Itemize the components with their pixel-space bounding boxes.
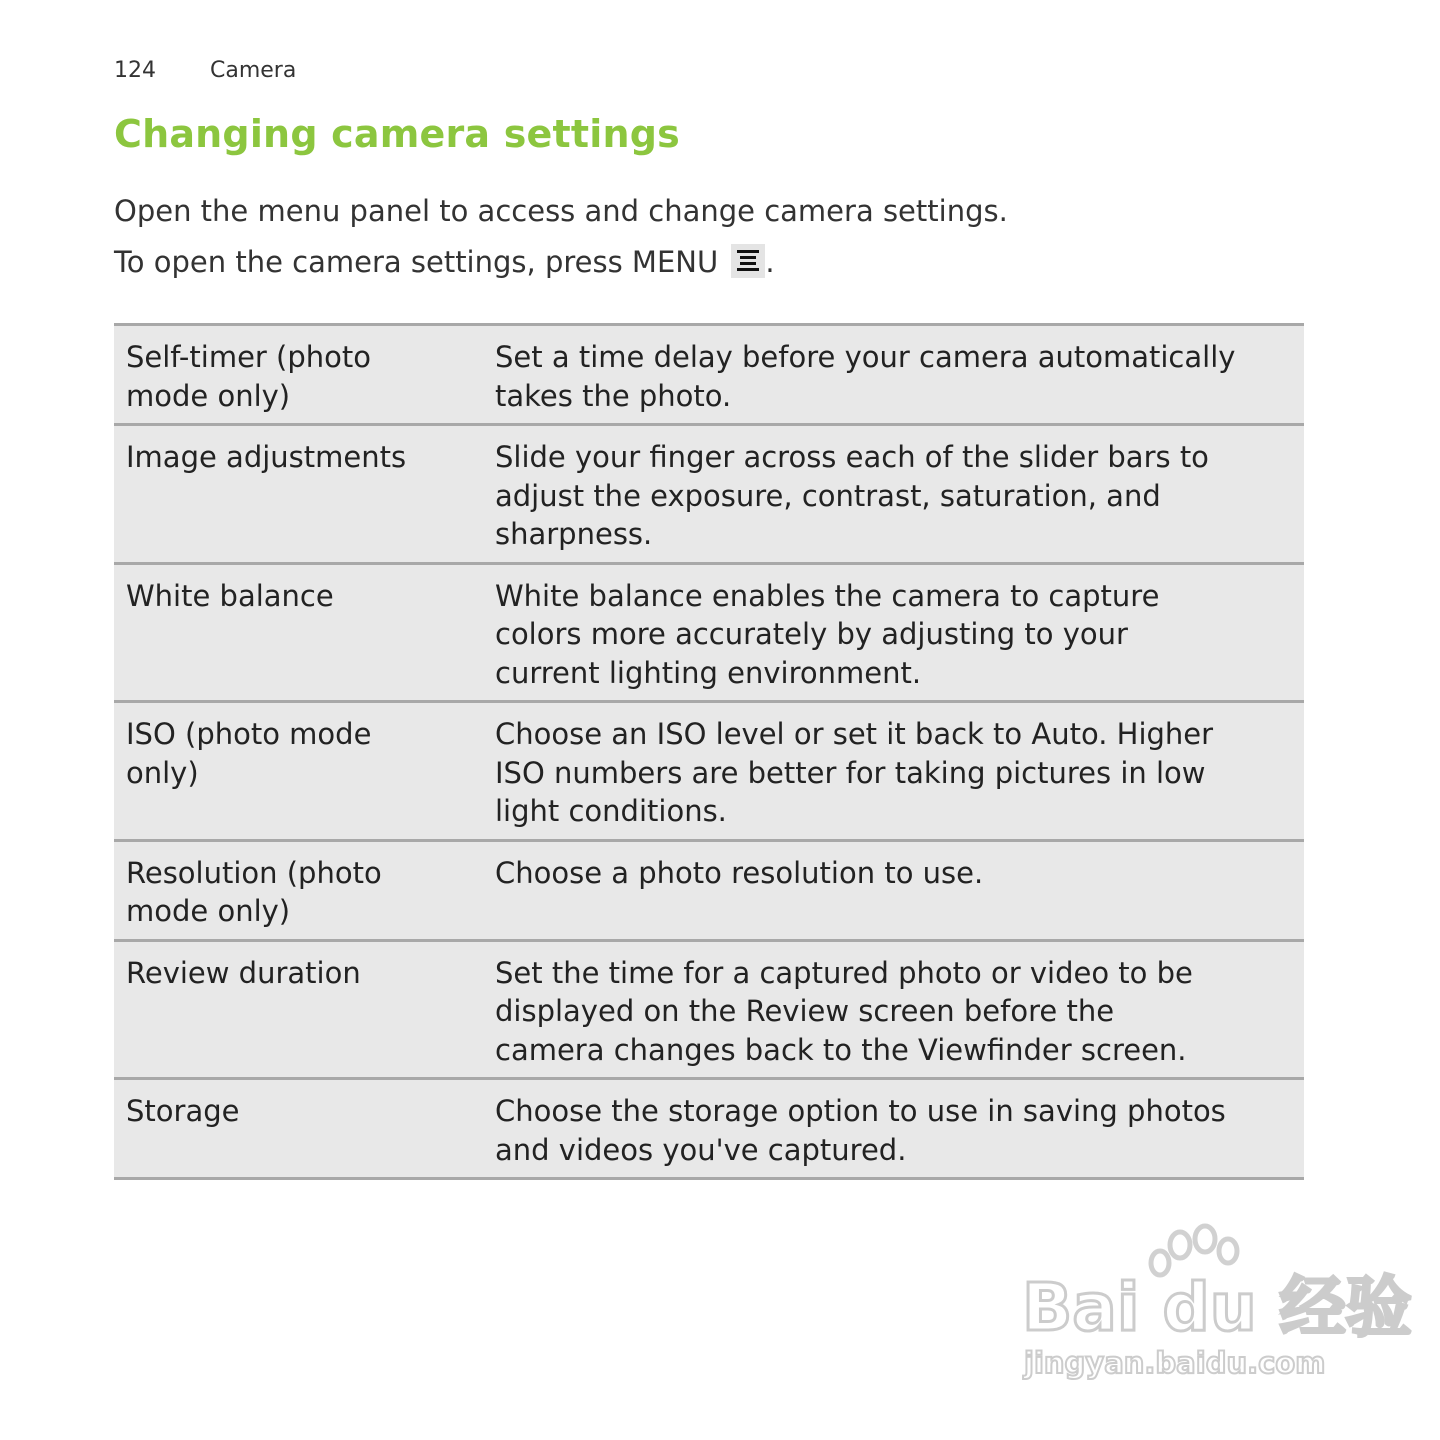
setting-name-line: mode only) xyxy=(126,378,291,413)
setting-description-line: and videos you've captured. xyxy=(495,1132,907,1167)
settings-row xyxy=(114,702,1304,841)
setting-name-line: mode only) xyxy=(126,894,291,928)
setting-description xyxy=(483,1079,1304,1179)
setting-description-line: sharpness. xyxy=(495,517,653,551)
setting-description xyxy=(483,840,1304,940)
setting-description xyxy=(483,702,1304,841)
settings-row xyxy=(114,1079,1304,1179)
setting-name-line: Review duration xyxy=(126,955,361,990)
baidu-watermark xyxy=(1020,1225,1412,1385)
setting-name xyxy=(114,1079,483,1179)
setting-description-line: light conditions. xyxy=(495,794,727,828)
intro-text: Open the menu panel to access and change camera settings. xyxy=(114,194,1008,228)
setting-description-line: adjust the exposure, contrast, saturation, and xyxy=(495,478,1161,513)
settings-row xyxy=(114,425,1304,564)
setting-description-line: Choose the storage option to use in saving photos xyxy=(495,1094,1226,1128)
setting-name-line: ISO (photo mode xyxy=(126,717,372,751)
setting-name-line: only) xyxy=(126,755,199,790)
setting-description xyxy=(483,325,1304,425)
setting-name xyxy=(114,563,483,702)
setting-description-line: Slide your finger across each of the slider bars to xyxy=(495,440,1209,474)
instruction-period: . xyxy=(765,245,775,279)
setting-name xyxy=(114,940,483,1079)
setting-name-line: Self-timer (photo xyxy=(126,340,372,374)
setting-name-line: Image adjustments xyxy=(126,440,407,474)
menu-icon xyxy=(731,244,765,278)
setting-description-line: Set the time for a captured photo or video to be xyxy=(495,955,1193,990)
page-number: 124 xyxy=(114,58,156,83)
setting-name xyxy=(114,425,483,564)
setting-description-line: camera changes back to the Viewfinder screen. xyxy=(495,1032,1187,1067)
setting-description-line: Set a time delay before your camera automatically xyxy=(495,340,1236,374)
setting-name-line: White balance xyxy=(126,578,334,613)
setting-description xyxy=(483,940,1304,1079)
setting-description xyxy=(483,563,1304,702)
instruction-text: To open the camera settings, press MENU xyxy=(114,245,719,279)
setting-name xyxy=(114,702,483,841)
paw-icon xyxy=(1151,1226,1237,1275)
setting-name xyxy=(114,840,483,940)
chapter-name: Camera xyxy=(210,58,297,83)
setting-description-line: takes the photo. xyxy=(495,378,732,413)
setting-description xyxy=(483,425,1304,564)
settings-row xyxy=(114,325,1304,425)
setting-description-line: Choose a photo resolution to use. xyxy=(495,855,984,890)
setting-description-line: ISO numbers are better for taking pictures in low xyxy=(495,755,1206,790)
setting-name-line: Storage xyxy=(126,1094,240,1128)
page-header xyxy=(114,58,296,83)
watermark-logo: Bai du 经验 xyxy=(1022,1269,1412,1346)
watermark-url: jingyan.baidu.com xyxy=(1024,1346,1326,1380)
intro-instruction xyxy=(114,244,775,279)
settings-table xyxy=(114,323,1304,1180)
setting-description-line: Choose an ISO level or set it back to Auto. Higher xyxy=(495,717,1214,751)
setting-description-line: displayed on the Review screen before the xyxy=(495,994,1115,1028)
settings-row xyxy=(114,940,1304,1079)
setting-description-line: White balance enables the camera to capture xyxy=(495,578,1160,613)
setting-name xyxy=(114,325,483,425)
setting-name-line: Resolution (photo xyxy=(126,855,382,890)
setting-description-line: current lighting environment. xyxy=(495,655,922,690)
settings-row xyxy=(114,840,1304,940)
section-title: Changing camera settings xyxy=(114,112,680,156)
setting-description-line: colors more accurately by adjusting to your xyxy=(495,617,1128,651)
settings-row xyxy=(114,563,1304,702)
